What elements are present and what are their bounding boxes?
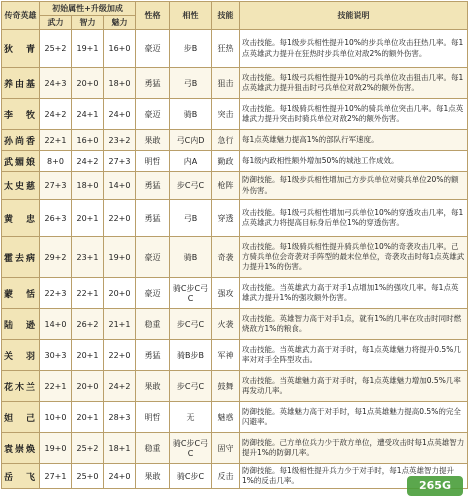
xiangxing-value: 弓C内D: [170, 130, 212, 151]
hero-name: 妲 己: [2, 402, 40, 433]
xingge-value: 稳重: [136, 309, 170, 340]
mei-value: 18+0: [104, 68, 136, 99]
xingge-value: 果敢: [136, 464, 170, 489]
zhi-value: 20+1: [72, 402, 104, 433]
zhi-value: 20+0: [72, 371, 104, 402]
xingge-value: 豪迈: [136, 278, 170, 309]
wu-value: 8+0: [40, 151, 72, 172]
mei-value: 28+3: [104, 402, 136, 433]
table-row: [2, 99, 468, 130]
wu-value: 24+2: [40, 99, 72, 130]
xiangxing-value: 步C弓C: [170, 172, 212, 200]
mei-value: 21+1: [104, 309, 136, 340]
xiangxing-value: 无: [170, 402, 212, 433]
jineng-value: 穿透: [212, 200, 240, 237]
header-hero: 传奇英雄: [2, 2, 40, 30]
xiangxing-value: 骑C步C: [170, 464, 212, 489]
hero-name: 关 羽: [2, 340, 40, 371]
mei-value: 27+3: [104, 151, 136, 172]
mei-value: 14+0: [104, 172, 136, 200]
wu-value: 22+1: [40, 130, 72, 151]
header-desc: 技能说明: [240, 2, 468, 30]
table-row: [2, 433, 468, 464]
jineng-value: 军神: [212, 340, 240, 371]
skill-description: 防御技能。每1级步兵相性增加己方步兵单位对骑兵单位20%的额外伤害。: [240, 172, 468, 200]
skill-description: 每1级内政相性额外增加50%的城池工作成效。: [240, 151, 468, 172]
wu-value: 10+0: [40, 402, 72, 433]
xiangxing-value: 步B: [170, 30, 212, 68]
jineng-value: 狙击: [212, 68, 240, 99]
wu-value: 24+3: [40, 68, 72, 99]
table-row: [2, 151, 468, 172]
skill-description: 攻击技能。每1级弓兵相性增加弓兵单位10%的穿透攻击几率，每1点英雄武力将提高目标身后单位1%的穿透伤害。: [240, 200, 468, 237]
wu-value: 30+3: [40, 340, 72, 371]
mei-value: 22+0: [104, 340, 136, 371]
xingge-value: 勇猛: [136, 200, 170, 237]
xiangxing-value: 骑C步C弓C: [170, 433, 212, 464]
mei-value: 18+1: [104, 433, 136, 464]
xingge-value: 豪迈: [136, 237, 170, 278]
jineng-value: 急行: [212, 130, 240, 151]
table-row: [2, 340, 468, 371]
hero-name: 孙尚香: [2, 130, 40, 151]
jineng-value: 反击: [212, 464, 240, 489]
wu-value: 19+0: [40, 433, 72, 464]
header-mei: 魅力: [104, 16, 136, 30]
table-row: [2, 237, 468, 278]
xingge-value: 果敢: [136, 371, 170, 402]
xingge-value: 果敢: [136, 130, 170, 151]
mei-value: 24+0: [104, 99, 136, 130]
jineng-value: 火袭: [212, 309, 240, 340]
zhi-value: 18+0: [72, 172, 104, 200]
xiangxing-value: 骑B: [170, 99, 212, 130]
wu-value: 26+3: [40, 200, 72, 237]
header-jineng: 技能: [212, 2, 240, 30]
xingge-value: 明哲: [136, 151, 170, 172]
xingge-value: 勇猛: [136, 68, 170, 99]
xingge-value: 明哲: [136, 402, 170, 433]
zhi-value: 25+0: [72, 464, 104, 489]
skill-description: 防御技能。每1级相性提升兵力少于对手时，每1点英雄智力提升1%的反击几率。: [240, 464, 468, 489]
zhi-value: 20+0: [72, 68, 104, 99]
xiangxing-value: 骑B步B: [170, 340, 212, 371]
wu-value: 22+3: [40, 278, 72, 309]
hero-name: 太史慈: [2, 172, 40, 200]
table-row: [2, 464, 468, 489]
hero-name: 养由基: [2, 68, 40, 99]
skill-description: 防御技能。英雄魅力高于对手时，每1点英雄魅力提高0.5%的完全闪避率。: [240, 402, 468, 433]
jineng-value: 奇袭: [212, 237, 240, 278]
mei-value: 24+0: [104, 464, 136, 489]
hero-name: 黄 忠: [2, 200, 40, 237]
table-row: [2, 130, 468, 151]
table-row: [2, 402, 468, 433]
xingge-value: 勇猛: [136, 172, 170, 200]
wu-value: 27+1: [40, 464, 72, 489]
skill-description: 攻击技能。每1级骑兵相性提升骑兵单位10%的奇袭攻击几率。己方骑兵单位会奇袭对手阵型的最末位单位，奇袭攻击时每1点英雄武力提升1%的伤害。: [240, 237, 468, 278]
xiangxing-value: 骑B: [170, 237, 212, 278]
table-row: [2, 200, 468, 237]
mei-value: 24+2: [104, 371, 136, 402]
skill-description: 每1点英雄魅力提高1%的部队行军速度。: [240, 130, 468, 151]
table-row: [2, 371, 468, 402]
wu-value: 14+0: [40, 309, 72, 340]
hero-name: 蒙 恬: [2, 278, 40, 309]
table-row: [2, 68, 468, 99]
jineng-value: 鼓舞: [212, 371, 240, 402]
zhi-value: 19+1: [72, 30, 104, 68]
zhi-value: 16+0: [72, 130, 104, 151]
hero-name: 霍去病: [2, 237, 40, 278]
jineng-value: 突击: [212, 99, 240, 130]
table-row: [2, 30, 468, 68]
skill-description: 攻击技能。每1级步兵相性提升10%的步兵单位攻击狂热几率。每1点英雄武力提升在狂热时步兵单位对敌2%的额外伤害。: [240, 30, 468, 68]
xingge-value: 豪迈: [136, 99, 170, 130]
zhi-value: 23+1: [72, 237, 104, 278]
jineng-value: 魅惑: [212, 402, 240, 433]
zhi-value: 25+2: [72, 433, 104, 464]
zhi-value: 20+1: [72, 340, 104, 371]
jineng-value: 强攻: [212, 278, 240, 309]
xingge-value: 勇猛: [136, 340, 170, 371]
xiangxing-value: 骑C步C弓C: [170, 278, 212, 309]
skill-description: 攻击技能。每1级骑兵相性提升10%的骑兵单位突击几率。每1点英雄武力提升突击时骑兵单位对敌2%的额外伤害。: [240, 99, 468, 130]
wu-value: 22+1: [40, 371, 72, 402]
table-row: [2, 172, 468, 200]
xiangxing-value: 弓B: [170, 68, 212, 99]
skill-description: 攻击技能。当英雄魅力高于对手时，每1点英雄魅力增加0.5%几率再发动几率。: [240, 371, 468, 402]
skill-description: 攻击技能。当英雄武力高于对手1点增加1%的强攻几率。每1点英雄武力提升1%的强攻额外伤害。: [240, 278, 468, 309]
mei-value: 22+0: [104, 200, 136, 237]
jineng-value: 勤政: [212, 151, 240, 172]
table-row: [2, 309, 468, 340]
hero-name: 陆 逊: [2, 309, 40, 340]
table-row: [2, 278, 468, 309]
table-body: [2, 30, 468, 489]
zhi-value: 26+2: [72, 309, 104, 340]
xiangxing-value: 步C弓C: [170, 371, 212, 402]
header-zhi: 智力: [72, 16, 104, 30]
header-xiangxing: 相性: [170, 2, 212, 30]
xiangxing-value: 内A: [170, 151, 212, 172]
mei-value: 23+2: [104, 130, 136, 151]
jineng-value: 枪阵: [212, 172, 240, 200]
zhi-value: 24+1: [72, 99, 104, 130]
skill-description: 防御技能。己方单位兵力少于敌方单位，遭受攻击时每1点英雄智力提升1%的防御几率。: [240, 433, 468, 464]
hero-name: 李 牧: [2, 99, 40, 130]
jineng-value: 固守: [212, 433, 240, 464]
hero-name: 袁崇焕: [2, 433, 40, 464]
hero-name: 花木兰: [2, 371, 40, 402]
xingge-value: 豪迈: [136, 30, 170, 68]
wu-value: 29+2: [40, 237, 72, 278]
hero-name: 武媚娘: [2, 151, 40, 172]
hero-name: 岳 飞: [2, 464, 40, 489]
xingge-value: 稳重: [136, 433, 170, 464]
skill-description: 攻击技能。当英雄武力高于对手时，每1点英雄魅力将提升0.5%几率对对手全阵型攻击。: [240, 340, 468, 371]
hero-table: [1, 1, 468, 489]
wu-value: 27+3: [40, 172, 72, 200]
hero-name: 狄 青: [2, 30, 40, 68]
header-xingge: 性格: [136, 2, 170, 30]
skill-description: 攻击技能。每1级弓兵相性提升10%的弓兵单位攻击狙击几率。每1点英雄武力提升狙击时弓兵单位对敌2%的额外伤害。: [240, 68, 468, 99]
jineng-value: 狂热: [212, 30, 240, 68]
mei-value: 19+0: [104, 237, 136, 278]
site-watermark-logo: 265G: [407, 476, 463, 496]
wu-value: 25+2: [40, 30, 72, 68]
mei-value: 20+0: [104, 278, 136, 309]
skill-description: 攻击技能。英雄智力高于对手1点，就有1%的几率在攻击时同时燃烧敌方1%的粮食。: [240, 309, 468, 340]
xiangxing-value: 弓B: [170, 200, 212, 237]
zhi-value: 22+1: [72, 278, 104, 309]
header-attrs-group: 初始属性+升级加成: [40, 2, 136, 16]
zhi-value: 24+2: [72, 151, 104, 172]
zhi-value: 20+1: [72, 200, 104, 237]
header-wu: 武力: [40, 16, 72, 30]
xiangxing-value: 步C弓C: [170, 309, 212, 340]
mei-value: 16+0: [104, 30, 136, 68]
